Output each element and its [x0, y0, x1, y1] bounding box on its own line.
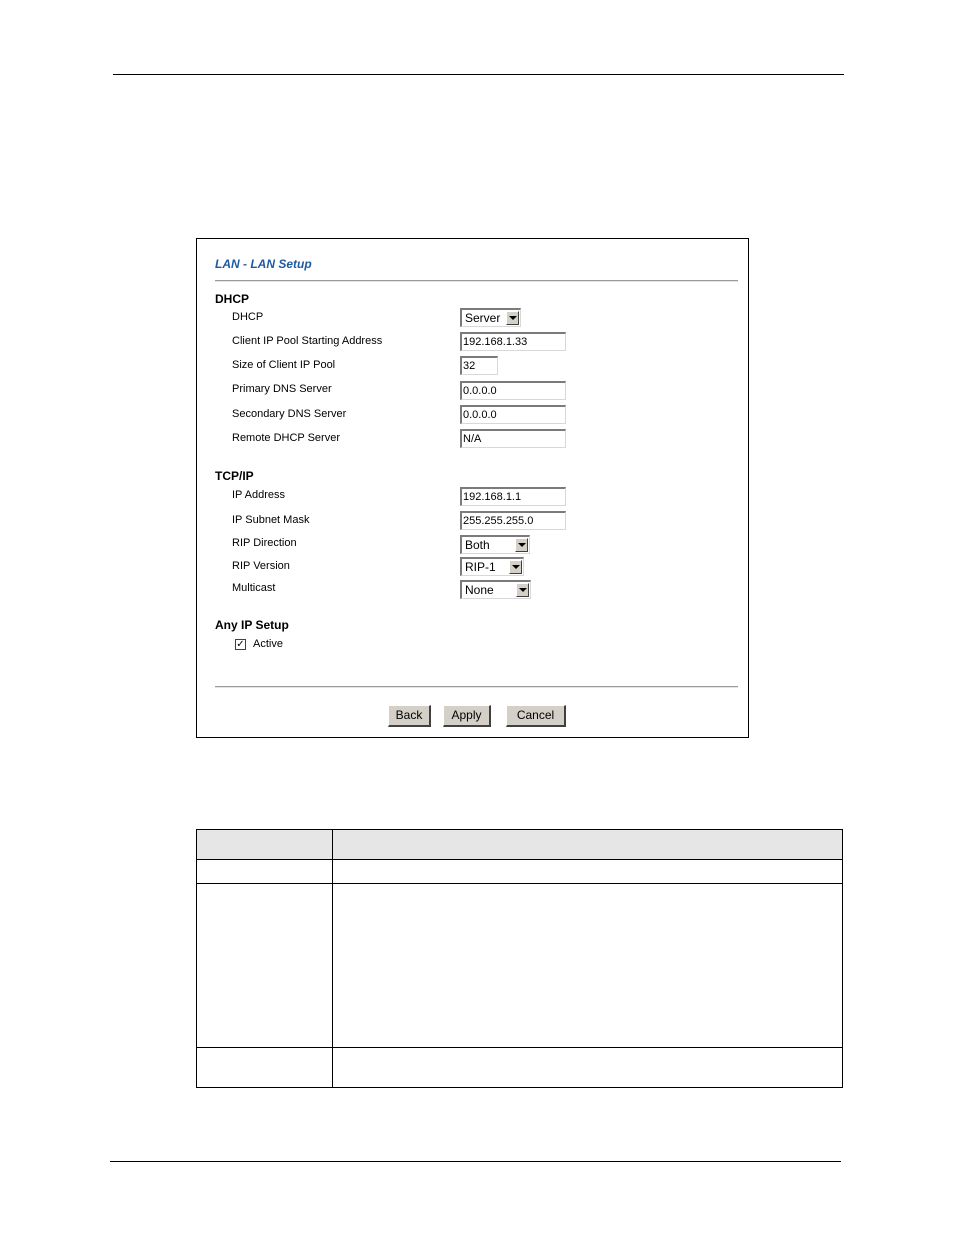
rip-direction-label: RIP Direction: [232, 537, 297, 549]
table-row: [197, 884, 843, 1048]
chevron-down-icon[interactable]: [516, 583, 529, 597]
chevron-down-icon[interactable]: [509, 560, 522, 574]
secondary-dns-input[interactable]: 0.0.0.0: [460, 405, 566, 424]
title-divider: [215, 280, 738, 282]
any-ip-heading: Any IP Setup: [215, 618, 289, 632]
rip-direction-select[interactable]: [460, 535, 530, 554]
table-header-row: [197, 830, 843, 860]
footer-rule: [110, 1161, 841, 1162]
tcpip-heading: TCP/IP: [215, 469, 254, 483]
primary-dns-input[interactable]: 0.0.0.0: [460, 381, 566, 400]
apply-button[interactable]: Apply: [443, 705, 491, 727]
panel-title: LAN - LAN Setup: [215, 257, 312, 271]
rip-version-value: RIP-1: [465, 560, 496, 574]
remote-dhcp-label: Remote DHCP Server: [232, 432, 340, 444]
rip-version-label: RIP Version: [232, 560, 290, 572]
ip-address-input[interactable]: 192.168.1.1: [460, 487, 566, 506]
rip-direction-value: Both: [465, 538, 490, 552]
pool-start-input[interactable]: 192.168.1.33: [460, 332, 566, 351]
table-cell: [197, 1048, 333, 1088]
lan-setup-panel: [196, 238, 749, 738]
table-row: [197, 1048, 843, 1088]
ip-address-label: IP Address: [232, 489, 285, 501]
table-header-cell: [333, 830, 843, 860]
secondary-dns-label: Secondary DNS Server: [232, 408, 347, 420]
primary-dns-label: Primary DNS Server: [232, 383, 332, 395]
multicast-select[interactable]: [460, 580, 531, 599]
back-button[interactable]: Back: [388, 705, 431, 727]
remote-dhcp-input[interactable]: N/A: [460, 429, 566, 448]
table-row: [197, 860, 843, 884]
dhcp-select-value: Server: [465, 311, 501, 325]
chevron-down-icon[interactable]: [506, 311, 519, 325]
pool-start-label: Client IP Pool Starting Address: [232, 335, 383, 347]
dhcp-select[interactable]: [460, 308, 521, 327]
pool-size-label: Size of Client IP Pool: [232, 359, 336, 371]
chevron-down-icon[interactable]: [515, 538, 528, 552]
subnet-mask-input[interactable]: 255.255.255.0: [460, 511, 566, 530]
dhcp-heading: DHCP: [215, 292, 250, 306]
header-rule: [113, 74, 844, 75]
subnet-mask-label: IP Subnet Mask: [232, 514, 310, 526]
cancel-button[interactable]: Cancel: [506, 705, 566, 727]
table-cell: [333, 1048, 843, 1088]
rip-version-select[interactable]: [460, 557, 524, 576]
table-cell: [197, 860, 333, 884]
table-header-cell: [197, 830, 333, 860]
pool-size-input[interactable]: 32: [460, 356, 498, 375]
active-label: Active: [253, 638, 283, 650]
footer-divider: [215, 686, 738, 688]
field-description-table: [196, 829, 843, 1088]
active-checkbox[interactable]: ✓: [236, 639, 245, 650]
multicast-value: None: [465, 583, 494, 597]
multicast-label: Multicast: [232, 582, 276, 594]
dhcp-label: DHCP: [232, 311, 264, 323]
table-cell: [333, 860, 843, 884]
table-cell: [333, 884, 843, 1048]
table-cell: [197, 884, 333, 1048]
